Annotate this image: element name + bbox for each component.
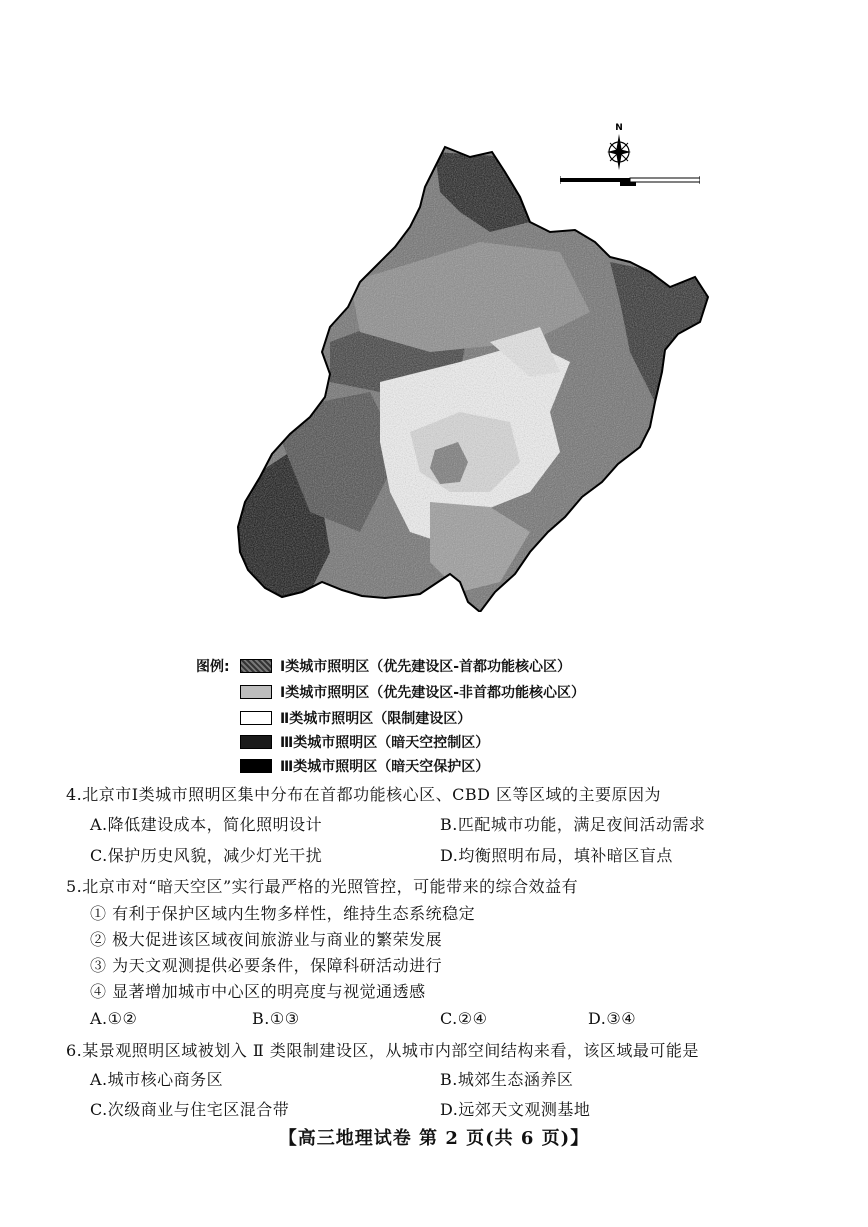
question-6-stem: 6.某景观照明区域被划入 Ⅱ 类限制建设区，从城市内部空间结构来看，该区域最可能是 xyxy=(66,1041,699,1060)
legend-item xyxy=(240,656,571,676)
north-arrow-icon xyxy=(604,120,634,176)
legend-swatch xyxy=(240,735,272,749)
question-5-statement-2: ② 极大促进该区域夜间旅游业与商业的繁荣发展 xyxy=(90,930,443,949)
question-6-option-a: A.城市核心商务区 xyxy=(90,1070,224,1089)
question-5-option-b: B.①③ xyxy=(252,1009,300,1028)
question-6-option-c: C.次级商业与住宅区混合带 xyxy=(90,1100,290,1119)
legend-title: 图例: xyxy=(196,659,230,675)
legend-swatch xyxy=(240,711,272,725)
question-5-stem: 5.北京市对“暗天空区”实行最严格的光照管控，可能带来的综合效益有 xyxy=(66,877,579,896)
question-6-option-b: B.城郊生态涵养区 xyxy=(440,1070,574,1089)
page-footer: 【高三地理试卷 第 2 页(共 6 页)】 xyxy=(278,1128,590,1149)
legend-item xyxy=(240,708,471,728)
question-5-option-a: A.①② xyxy=(90,1009,138,1028)
scale-bar xyxy=(560,174,700,194)
legend-swatch xyxy=(240,659,272,673)
question-5-statement-4: ④ 显著增加城市中心区的明亮度与视觉通透感 xyxy=(90,982,426,1001)
question-5-statement-3: ③ 为天文观测提供必要条件，保障科研活动进行 xyxy=(90,956,443,975)
question-5-option-d: D.③④ xyxy=(588,1009,637,1028)
question-5-option-c: C.②④ xyxy=(440,1009,488,1028)
compass-label: N xyxy=(615,123,623,133)
question-6-option-d: D.远郊天文观测基地 xyxy=(440,1100,591,1119)
legend-label: Ⅲ类城市照明区（暗天空控制区） xyxy=(280,735,490,751)
legend-label: Ⅲ类城市照明区（暗天空保护区） xyxy=(280,759,490,775)
legend-swatch xyxy=(240,759,272,773)
legend-swatch xyxy=(240,685,272,699)
legend-label: Ⅱ类城市照明区（限制建设区） xyxy=(280,711,472,727)
question-4-option-c: C.保护历史风貌，减少灯光干扰 xyxy=(90,846,323,865)
legend-item xyxy=(240,756,489,776)
legend-label: Ⅰ类城市照明区（优先建设区-首都功能核心区） xyxy=(280,659,572,675)
question-4-option-d: D.均衡照明布局，填补暗区盲点 xyxy=(440,846,673,865)
legend-item xyxy=(240,732,489,752)
question-4-option-b: B.匹配城市功能，满足夜间活动需求 xyxy=(440,815,706,834)
question-4-option-a: A.降低建设成本，简化照明设计 xyxy=(90,815,323,834)
legend-item xyxy=(240,682,585,702)
legend-label: Ⅰ类城市照明区（优先建设区-非首都功能核心区） xyxy=(280,685,586,701)
question-5-statement-1: ① 有利于保护区域内生物多样性，维持生态系统稳定 xyxy=(90,904,476,923)
question-4-stem: 4.北京市Ⅰ类城市照明区集中分布在首都功能核心区、CBD 区等区域的主要原因为 xyxy=(66,785,662,804)
